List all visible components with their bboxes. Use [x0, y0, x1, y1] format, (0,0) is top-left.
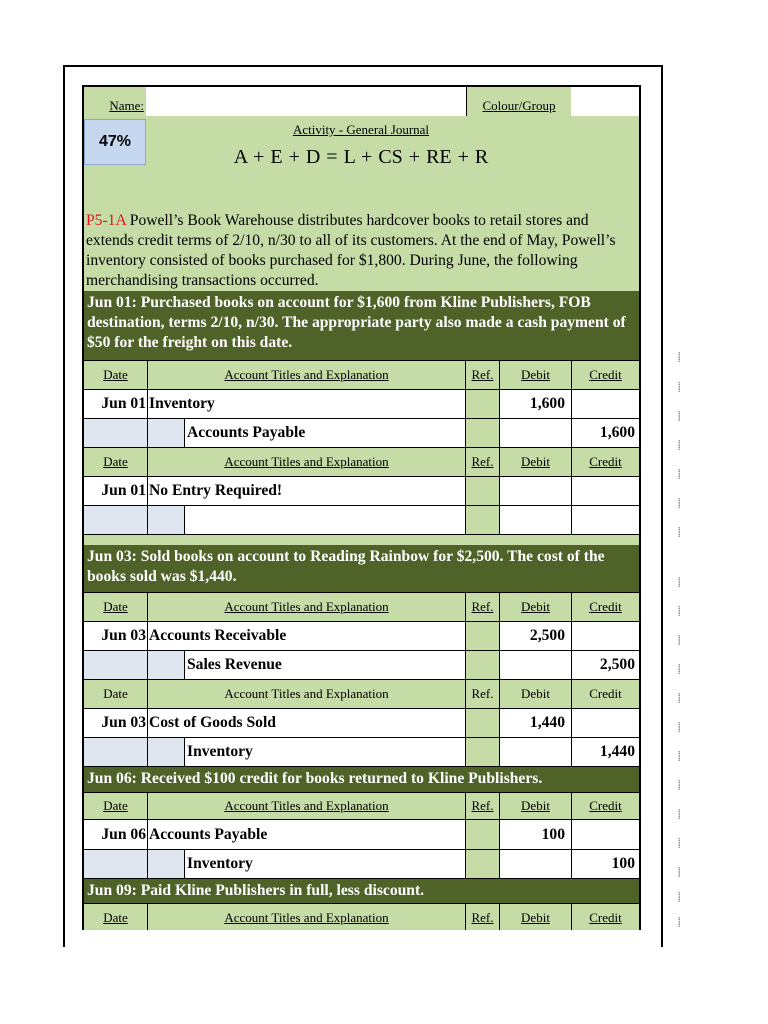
name-input[interactable] [146, 87, 467, 116]
entry-date-cell[interactable]: Jun 03 [84, 622, 148, 650]
entry-date-cell[interactable]: Jun 03 [84, 709, 148, 737]
indent-cell [148, 651, 185, 679]
intro-block [84, 116, 639, 291]
ref-column-header: Ref. [471, 910, 494, 925]
journal-debit-line [84, 390, 639, 419]
debit-cell[interactable]: 1,600 [500, 390, 572, 418]
credit-cell[interactable]: 100 [572, 850, 639, 878]
header-row [84, 87, 639, 117]
entry-date-cell[interactable] [84, 738, 148, 766]
account-column-header: Account Titles and Explanation [224, 367, 389, 382]
debit-cell[interactable]: 100 [500, 820, 572, 849]
debit-column-header: Debit [521, 798, 550, 813]
account-column-header: Account Titles and Explanation [224, 686, 389, 701]
account-cell[interactable]: No Entry Required! [148, 477, 466, 505]
problem-body: Powell’s Book Warehouse distributes hardcover books to retail stores and extends credit terms of 2/10, n/30 to all of its customers. At the end of May, Powell’s inventory consisted of books purchased for $1,800. During June, the following merchandising transactions occurred. [86, 212, 616, 289]
credit-column-header: Credit [589, 454, 622, 469]
account-cell[interactable] [148, 651, 466, 679]
account-cell[interactable]: Accounts Payable [148, 820, 466, 849]
name-label: Name: [84, 87, 146, 116]
credit-cell[interactable] [572, 506, 639, 534]
account-cell[interactable] [148, 738, 466, 766]
debit-cell[interactable] [500, 651, 572, 679]
account-cell[interactable] [148, 419, 466, 447]
ref-column-header: Ref. [471, 599, 494, 614]
indent-cell [148, 738, 185, 766]
entry-date-cell[interactable] [84, 850, 148, 878]
debit-cell[interactable] [500, 738, 572, 766]
entry-date-cell[interactable]: Jun 06 [84, 820, 148, 849]
ref-column-header: Ref. [471, 686, 494, 701]
ref-column-header: Ref. [471, 798, 494, 813]
debit-column-header: Debit [521, 686, 550, 701]
transaction-description: Jun 06: Received $100 credit for books returned to Kline Publishers. [84, 767, 639, 793]
ref-cell[interactable] [466, 738, 500, 766]
indent-cell [148, 419, 185, 447]
credit-column-header: Credit [589, 686, 622, 701]
journal-credit-line [84, 738, 639, 767]
journal-credit-line [84, 419, 639, 448]
ref-cell[interactable] [466, 709, 500, 737]
column-header-row [84, 593, 639, 622]
credit-cell[interactable] [572, 622, 639, 650]
account-cell[interactable]: Inventory [148, 390, 466, 418]
problem-statement [86, 211, 636, 291]
column-header-row [84, 361, 639, 390]
column-header-row [84, 904, 639, 930]
entry-date-cell[interactable]: Jun 01 [84, 390, 148, 418]
account-cell[interactable]: Accounts Receivable [148, 622, 466, 650]
debit-cell[interactable] [500, 850, 572, 878]
debit-cell[interactable] [500, 477, 572, 505]
transaction-description: Jun 01: Purchased books on account for $1,600 from Kline Publishers, FOB destination, terms 2/10, n/30. The appropriate party also made a cash payment of $50 for the freight on this date. [84, 291, 639, 361]
credit-cell[interactable]: 1,600 [572, 419, 639, 447]
ref-cell[interactable] [466, 651, 500, 679]
activity-title: Activity - General Journal [292, 122, 430, 137]
column-header-row [84, 793, 639, 820]
colour-group-label: Colour/Group [467, 87, 571, 116]
entry-date-cell[interactable] [84, 651, 148, 679]
account-text: Inventory [187, 743, 253, 760]
problem-code: P5-1A [86, 212, 126, 229]
account-column-header: Account Titles and Explanation [224, 599, 389, 614]
debit-cell[interactable]: 2,500 [500, 622, 572, 650]
credit-column-header: Credit [589, 599, 622, 614]
date-column-header: Date [103, 599, 128, 614]
account-cell[interactable] [148, 506, 466, 534]
transaction-description: Jun 03: Sold books on account to Reading Rainbow for $2,500. The cost of the books sold was $1,440. [84, 545, 639, 593]
journal-debit-line [84, 709, 639, 738]
debit-cell[interactable]: 1,440 [500, 709, 572, 737]
ref-cell[interactable] [466, 506, 500, 534]
column-header-row [84, 680, 639, 709]
journal-debit-line [84, 820, 639, 850]
debit-column-header: Debit [521, 367, 550, 382]
journal-credit-line [84, 506, 639, 535]
credit-column-header: Credit [589, 910, 622, 925]
account-column-header: Account Titles and Explanation [224, 454, 389, 469]
account-text: Inventory [187, 855, 253, 872]
ref-cell[interactable] [466, 419, 500, 447]
date-column-header: Date [103, 367, 128, 382]
debit-column-header: Debit [521, 454, 550, 469]
indent-cell [148, 850, 185, 878]
credit-cell[interactable]: 2,500 [572, 651, 639, 679]
score-badge: 47% [84, 119, 146, 165]
account-text: Accounts Payable [187, 424, 306, 441]
column-header-row [84, 448, 639, 477]
accounting-equation: A + E + D = L + CS + RE + R [233, 146, 489, 168]
journal-worksheet [82, 85, 641, 930]
account-column-header: Account Titles and Explanation [224, 910, 389, 925]
journal-credit-line [84, 651, 639, 680]
debit-cell[interactable] [500, 419, 572, 447]
ref-cell[interactable] [466, 622, 500, 650]
credit-cell[interactable] [572, 709, 639, 737]
credit-cell[interactable] [572, 477, 639, 505]
entry-date-cell[interactable] [84, 506, 148, 534]
ref-column-header: Ref. [471, 454, 494, 469]
credit-column-header: Credit [589, 367, 622, 382]
credit-cell[interactable] [572, 390, 639, 418]
margin-marks: ⸽ ⸽ ⸽ ⸽ ⸽ ⸽ ⸽ ⸽ ⸽ ⸽ ⸽ ⸽ ⸽ ⸽ ⸽ ⸽ ⸽ ⸽ ⸽ ⸽ [678, 353, 681, 928]
ref-cell[interactable] [466, 850, 500, 878]
debit-column-header: Debit [521, 599, 550, 614]
indent-cell [148, 506, 185, 534]
ref-cell[interactable] [466, 390, 500, 418]
credit-cell[interactable] [572, 820, 639, 849]
account-column-header: Account Titles and Explanation [224, 798, 389, 813]
date-column-header: Date [103, 798, 128, 813]
account-cell[interactable]: Cost of Goods Sold [148, 709, 466, 737]
date-column-header: Date [103, 454, 128, 469]
debit-cell[interactable] [500, 506, 572, 534]
entry-date-cell[interactable]: Jun 01 [84, 477, 148, 505]
journal-debit-line [84, 477, 639, 506]
debit-column-header: Debit [521, 910, 550, 925]
transaction-description: Jun 09: Paid Kline Publishers in full, less discount. [84, 879, 639, 904]
colour-group-input[interactable] [571, 87, 639, 116]
date-column-header: Date [103, 686, 128, 701]
ref-cell[interactable] [466, 820, 500, 849]
date-column-header: Date [103, 910, 128, 925]
ref-cell[interactable] [466, 477, 500, 505]
credit-column-header: Credit [589, 798, 622, 813]
journal-debit-line [84, 622, 639, 651]
account-text: Sales Revenue [187, 656, 282, 673]
ref-column-header: Ref. [471, 367, 494, 382]
spacer-band [84, 535, 639, 545]
account-cell[interactable] [148, 850, 466, 878]
journal-credit-line [84, 850, 639, 879]
credit-cell[interactable]: 1,440 [572, 738, 639, 766]
entry-date-cell[interactable] [84, 419, 148, 447]
